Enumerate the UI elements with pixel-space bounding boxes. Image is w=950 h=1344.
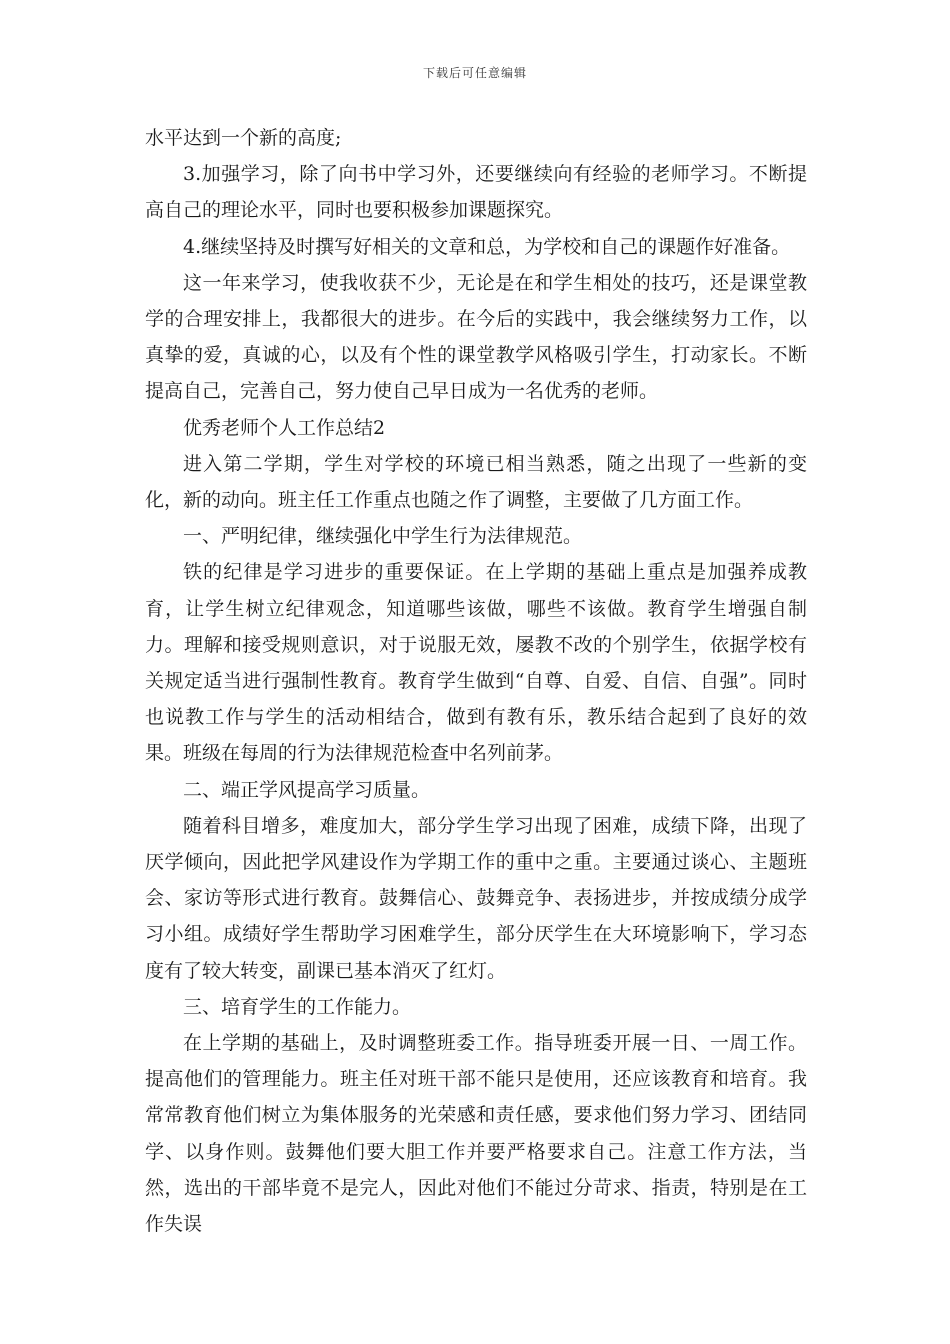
paragraph: 3.加强学习，除了向书中学习外，还要继续向有经验的老师学习。不断提高自己的理论水平，同时也要积极参加课题探究。 [145,163,807,222]
section-heading: 一、严明纪律，继续强化中学生行为法律规范。 [183,525,583,548]
paragraph: 随着科目增多，难度加大，部分学生学习出现了困难，成绩下降，出现了厌学倾向，因此把学风建设作为学期工作的重中之重。主要通过谈心、主题班会、家访等形式进行教育。鼓舞信心、鼓舞竞争、表扬进步，并按成绩分成学习小组。成绩好学生帮助学习困难学生，部分厌学生在大环境影响下，学习态度有了较大转变，副课已基本消灭了红灯。 [145,814,807,982]
paragraph: 铁的纪律是学习进步的重要保证。在上学期的基础上重点是加强养成教育，让学生树立纪律观念，知道哪些该做，哪些不该做。教育学生增强自制力。理解和接受规则意识，对于说服无效，屡教不改的个别学生，依据学校有关规定适当进行强制性教育。教育学生做到“自尊、自爱、自信、自强”。同时也说教工作与学生的活动相结合，做到有教有乐，教乐结合起到了良好的效果。班级在每周的行为法律规范检查中名列前茅。 [145,561,807,765]
section-heading: 二、端正学风提高学习质量。 [183,778,431,801]
paragraph: 4.继续坚持及时撰写好相关的文章和总，为学校和自己的课题作好准备。 [183,235,791,258]
section-title: 优秀老师个人工作总结2 [183,416,386,439]
paragraph: 进入第二学期，学生对学校的环境已相当熟悉，随之出现了一些新的变化，新的动向。班主任工作重点也随之作了调整，主要做了几方面工作。 [145,452,807,512]
section-heading: 三、培育学生的工作能力。 [183,995,412,1018]
page-header: 下载后可任意编辑 [422,66,527,80]
paragraph: 水平达到一个新的高度; [145,127,342,149]
paragraph: 在上学期的基础上，及时调整班委工作。指导班委开展一日、一周工作。提高他们的管理能力。班主任对班干部不能只是使用，还应该教育和培育。我常常教育他们树立为集体服务的光荣感和责任感，要求他们努力学习、团结同学、以身作则。鼓舞他们要大胆工作并要严格要求自己。注意工作方法，当然，选出的干部毕竟不是完人，因此对他们不能过分苛求、指责，特别是在工作失误 [145,1032,807,1236]
paragraph: 这一年来学习，使我收获不少，无论是在和学生相处的技巧，还是课堂教学的合理安排上，我都很大的进步。在今后的实践中，我会继续努力工作，以真挚的爱，真诚的心，以及有个性的课堂教学风格吸引学生，打动家长。不断提高自己，完善自己，努力使自己早日成为一名优秀的老师。 [145,271,807,403]
document-body [145,120,807,1242]
